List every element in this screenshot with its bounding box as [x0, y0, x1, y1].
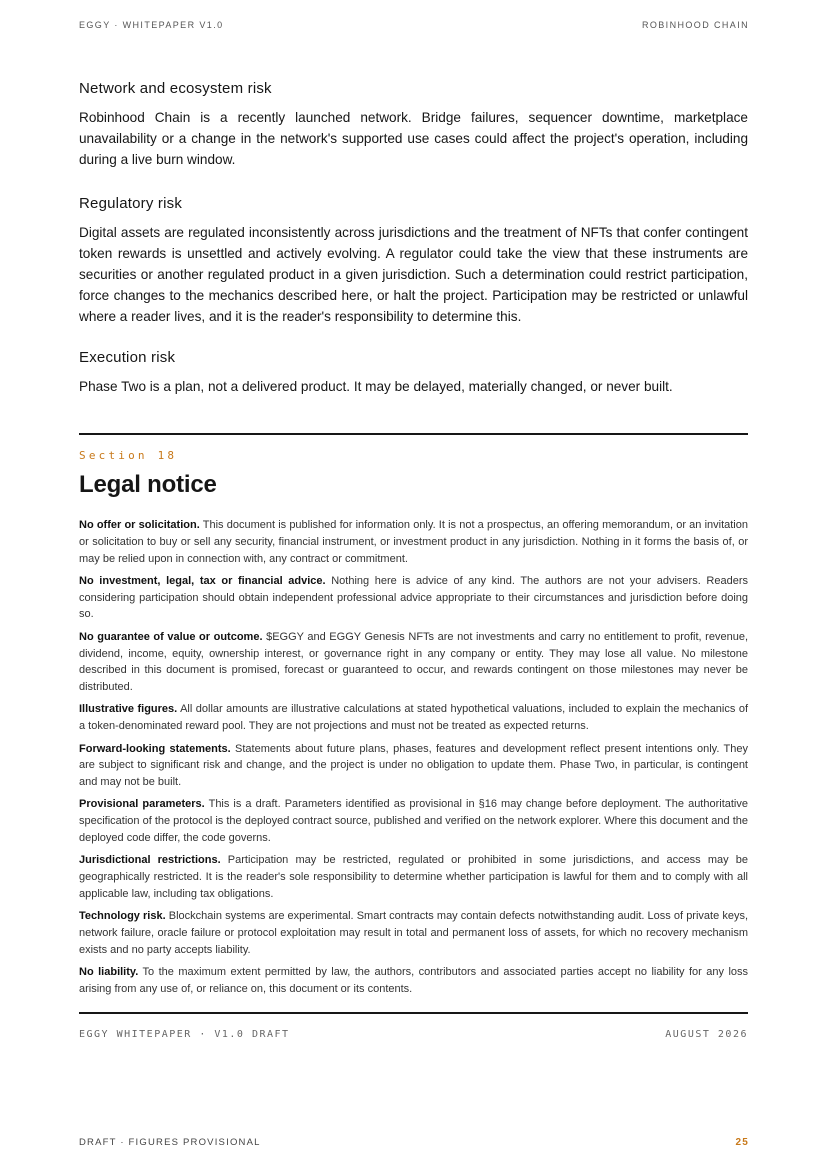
legal-notice-list [79, 517, 748, 998]
doc-footer-right: AUGUST 2026 [665, 1028, 748, 1040]
notice-item: Technology risk. Blockchain systems are experimental. Smart contracts may contain defects notwithstanding audit. Loss of private keys, network failure, oracle failure or protocol exploitation may result in total and permanent loss of assets, for which no recovery mechanism exists and no party accepts liability. [79, 910, 748, 956]
header-right: ROBINHOOD CHAIN [641, 20, 749, 30]
notice-item: Provisional parameters. This is a draft. Parameters identified as provisional in §16 may change before deployment. The authoritative specification of the protocol is the deployed contract source, published and verified on the network explorer. Where this document and the deployed code differ, the code governs. [79, 798, 748, 845]
footer-divider [79, 1012, 748, 1014]
document-footer [79, 1029, 748, 1040]
section-title: Legal notice [79, 471, 217, 498]
notice-item: No investment, legal, tax or financial advice. Nothing here is advice of any kind. The authors are not your advisers. Readers considering participation should obtain independent professional advice appropriate to their circumstances and jurisdiction before doing so. [79, 574, 748, 621]
doc-footer-left: EGGY WHITEPAPER · V1.0 DRAFT [79, 1028, 290, 1040]
page-footer [79, 1137, 749, 1148]
risk-body-network: Robinhood Chain is a recently launched network. Bridge failures, sequencer downtime, marketplace unavailability or a change in the network's supported use cases could affect the project's operation, including during a live burn window. [79, 110, 748, 167]
notice-item: Jurisdictional restrictions. Participation may be restricted, regulated or prohibited in some jurisdictions, and access may be geographically restricted. It is the reader's sole responsibility to determine whether participation is lawful for them and to comply with all applicable law, including tax obligations. [79, 854, 748, 900]
risk-heading-regulatory: Regulatory risk [79, 195, 183, 212]
page-number: 25 [735, 1137, 749, 1148]
notice-item: No liability. To the maximum extent permitted by law, the authors, contributors and associated parties accept no liability for any loss arising from any use of, or reliance on, this document or its contents. [79, 966, 749, 995]
risk-heading-network: Network and ecosystem risk [79, 80, 272, 97]
running-header [79, 20, 749, 30]
risk-body-execution: Phase Two is a plan, not a delivered product. It may be delayed, materially changed, or never built. [79, 379, 673, 394]
risk-heading-execution: Execution risk [79, 349, 176, 366]
notice-item: Illustrative figures. All dollar amounts are illustrative calculations at stated hypothetical valuations, included to explain the mechanics of a token-denominated reward pool. They are not projections and must not be treated as expected returns. [79, 703, 748, 733]
page-footer-left: DRAFT · FIGURES PROVISIONAL [79, 1137, 261, 1148]
notice-item: Forward-looking statements. Statements about future plans, phases, features and development reflect present intentions only. They are subject to significant risk and change, and the project is under no obligation to update them. Phase Two, in particular, is contingent and may not be built. [79, 742, 748, 789]
header-left: EGGY · WHITEPAPER V1.0 [79, 20, 224, 30]
risk-body-regulatory: Digital assets are regulated inconsistently across jurisdictions and the treatment of NFTs that confer contingent token rewards is unsettled and actively evolving. A regulator could take the view that these instruments are securities or another regulated product in a given jurisdiction. Such a determination could restrict participation, force changes to the mechanics described here, or halt the project. Participation may be restricted or unlawful where a reader lives, and it is the reader's responsibility to determine this. [79, 225, 748, 324]
section-label: Section 18 [79, 449, 178, 462]
notice-item: No guarantee of value or outcome. $EGGY and EGGY Genesis NFTs are not investments and carry no entitlement to profit, revenue, dividend, income, equity, ownership interest, or governance right in any company or entity. They may lose all value. No milestone described in this document is promised, forecast or guaranteed to occur, and rewards contingent on those milestones may never be distributed. [79, 630, 748, 694]
notice-item: No offer or solicitation. This document is published for information only. It is not a prospectus, an offering memorandum, or an invitation or solicitation to buy or sell any security, financial instrument, or investment product in any jurisdiction. Nothing in it forms the basis of, or may be relied upon in connection with, any contract or commitment. [79, 519, 748, 565]
section-divider [79, 433, 748, 435]
page-content [79, 80, 748, 1040]
